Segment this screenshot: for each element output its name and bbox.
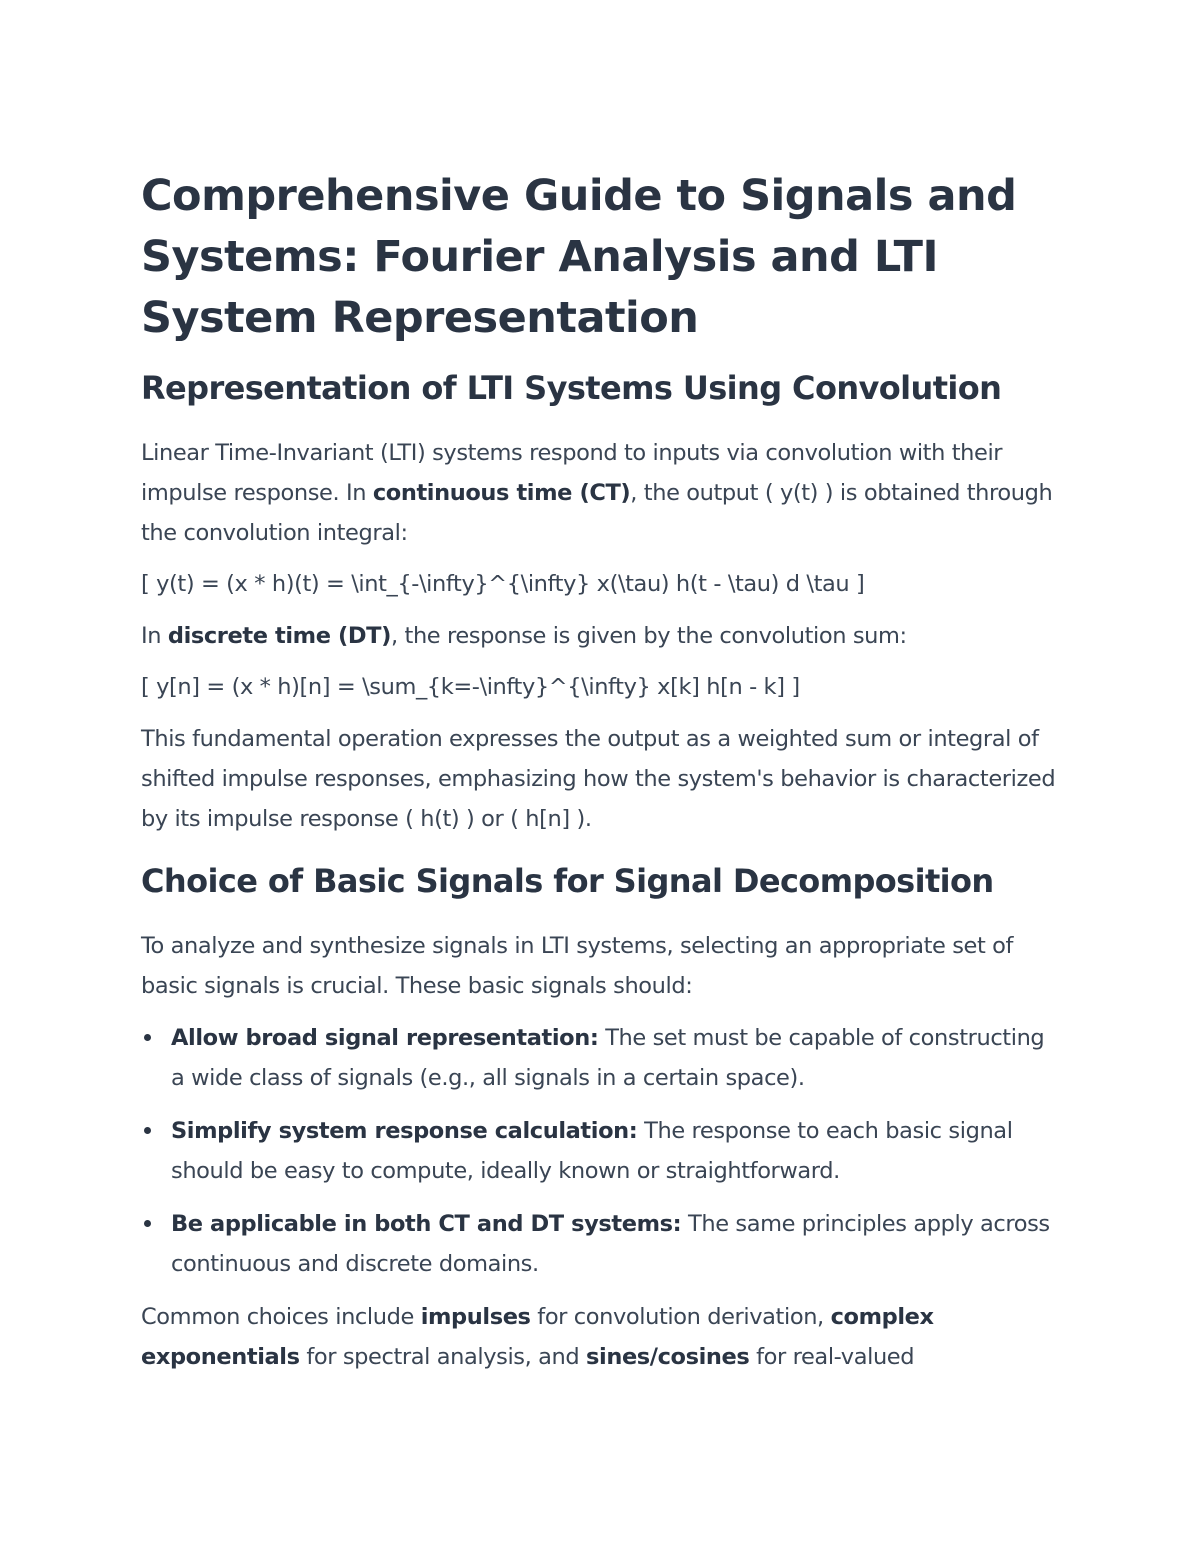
section-heading-basic-signals: Choice of Basic Signals for Signal Decomposition [141, 862, 994, 900]
paragraph-text: Common choices include [141, 1304, 421, 1330]
document-title: Comprehensive Guide to Signals and Systems: Fourier Analysis and LTI System Representation [141, 171, 1017, 343]
bullet-icon [144, 1220, 151, 1227]
paragraph-text: for real-valued [749, 1344, 915, 1370]
list-item [141, 1111, 1061, 1191]
bullet-icon [144, 1127, 151, 1134]
bullet-icon [144, 1034, 151, 1041]
paragraph-text: , the output ( y(t) ) is obtained through the convolution integral: [141, 480, 1053, 546]
list-item-bold: Simplify system response calculation: [171, 1118, 638, 1144]
paragraph-text: for convolution derivation, [530, 1304, 831, 1330]
formula-convolution-sum: [ y[n] = (x * h)[n] = \sum_{k=-\infty}^{\infty} x[k] h[n - k] ] [141, 674, 800, 700]
section-heading-convolution: Representation of LTI Systems Using Convolution [141, 369, 1002, 407]
paragraph-text: for spectral analysis, and [299, 1344, 587, 1370]
paragraph-lti-intro [141, 433, 1061, 553]
list-item-text: The same principles apply across continuous and discrete domains. [171, 1211, 1050, 1277]
bold-term-complex-exponentials: complex exponentials [141, 1304, 934, 1370]
bold-term-sines-cosines: sines/cosines [586, 1344, 750, 1370]
paragraph-text: In [141, 623, 168, 649]
list-item [141, 1204, 1061, 1284]
bold-term-dt: discrete time (DT) [167, 623, 392, 649]
bold-term-ct: continuous time (CT) [372, 480, 631, 506]
list-item-text: The response to each basic signal should be easy to compute, ideally known or straightforward. [171, 1118, 1013, 1184]
criteria-list [141, 1018, 1061, 1284]
list-item-bold: Be applicable in both CT and DT systems: [171, 1211, 682, 1237]
list-item-text: The set must be capable of constructing a wide class of signals (e.g., all signals in a certain space). [171, 1025, 1045, 1091]
paragraph-convolution-summary: This fundamental operation expresses the output as a weighted sum or integral of shifted impulse responses, emphasizing how the system's behavior is characterized by its impulse response ( h(t) ) or ( h[n] ). [141, 726, 1056, 832]
bold-term-impulses: impulses [420, 1304, 531, 1330]
formula-convolution-integral: [ y(t) = (x * h)(t) = \int_{-\infty}^{\infty} x(\tau) h(t - \tau) d \tau ] [141, 571, 865, 597]
list-item-bold: Allow broad signal representation: [171, 1025, 599, 1051]
paragraph-text: Linear Time-Invariant (LTI) systems respond to inputs via convolution with their impulse response. In [141, 440, 1003, 506]
paragraph-common-choices [141, 1297, 1061, 1377]
list-item [141, 1018, 1061, 1098]
paragraph-basic-signals-intro: To analyze and synthesize signals in LTI systems, selecting an appropriate set of basic signals is crucial. These basic signals should: [141, 933, 1014, 999]
paragraph-dt-intro [141, 616, 1061, 656]
paragraph-text: , the response is given by the convolution sum: [391, 623, 907, 649]
document-page [141, 166, 1061, 1377]
